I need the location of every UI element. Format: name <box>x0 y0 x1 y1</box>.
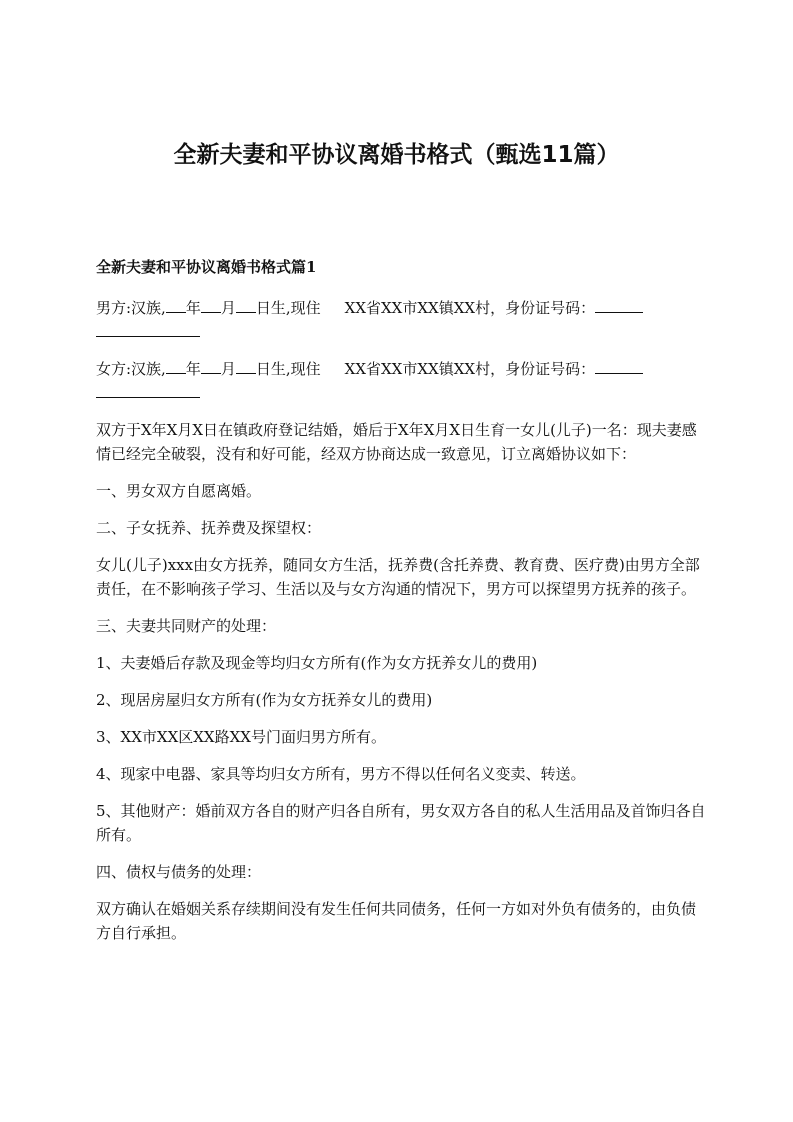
id-blank <box>595 358 643 374</box>
paragraph-property-3: 3、XX市XX区XX路XX号门面归男方所有。 <box>96 728 386 746</box>
id-blank <box>595 297 643 313</box>
year-blank <box>166 358 186 374</box>
female-party-line <box>96 357 706 405</box>
paragraph-clause-2-heading: 二、子女抚养、抚养费及探望权： <box>96 519 322 537</box>
document-body <box>96 256 706 958</box>
day-blank <box>236 297 256 313</box>
female-prefix: 女方:汉族, <box>96 360 166 378</box>
id-blank-continued <box>96 382 200 398</box>
paragraph-property-2: 2、现居房屋归女方所有(作为女方抚养女儿的费用) <box>96 691 433 709</box>
paragraph-property-1: 1、夫妻婚后存款及现金等均归女方所有(作为女方抚养女儿的费用) <box>96 654 538 672</box>
female-day-live: 日生,现住 <box>255 360 321 378</box>
year-blank <box>166 297 186 313</box>
female-month: 月 <box>220 360 236 378</box>
female-address-id: XX省XX市XX镇XX村，身份证号码： <box>344 360 596 378</box>
female-year: 年 <box>185 360 201 378</box>
paragraph-clause-4-heading: 四、债权与债务的处理： <box>96 863 262 881</box>
paragraph-property-5: 5、其他财产：婚前双方各自的财产归各自所有，男女双方各自的私人生活用品及首饰归各自所有。 <box>96 802 706 844</box>
male-prefix: 男方:汉族, <box>96 299 166 317</box>
male-party-line <box>96 296 706 344</box>
male-year: 年 <box>185 299 201 317</box>
day-blank <box>236 358 256 374</box>
month-blank <box>201 297 221 313</box>
paragraph-debts: 双方确认在婚姻关系存续期间没有发生任何共同债务，任何一方如对外负有债务的，由负债方自行承担。 <box>96 900 697 942</box>
male-day-live: 日生,现住 <box>255 299 321 317</box>
month-blank <box>201 358 221 374</box>
paragraph-property-4: 4、现家中电器、家具等均归女方所有，男方不得以任何名义变卖、转送。 <box>96 765 586 783</box>
paragraph-clause-3-heading: 三、夫妻共同财产的处理： <box>96 617 277 635</box>
paragraph-marriage-info: 双方于X年X月X日在镇政府登记结婚，婚后于X年X月X日生育一女儿(儿子)一名：现夫妻感情已经完全破裂，没有和好可能，经双方协商达成一致意见，订立离婚协议如下： <box>96 421 697 463</box>
id-blank-continued <box>96 321 200 337</box>
male-address-id: XX省XX市XX镇XX村，身份证号码： <box>344 299 596 317</box>
section-title: 全新夫妻和平协议离婚书格式篇1 <box>96 258 317 276</box>
male-month: 月 <box>220 299 236 317</box>
paragraph-custody: 女儿(儿子)xxx由女方抚养，随同女方生活，抚养费(含托养费、教育费、医疗费)由男方全部责任，在不影响孩子学习、生活以及与女方沟通的情况下，男方可以探望男方抚养的孩子。 <box>96 556 700 598</box>
paragraph-clause-1: 一、男女双方自愿离婚。 <box>96 482 262 500</box>
document-title: 全新夫妻和平协议离婚书格式（甄选11篇） <box>173 142 620 168</box>
